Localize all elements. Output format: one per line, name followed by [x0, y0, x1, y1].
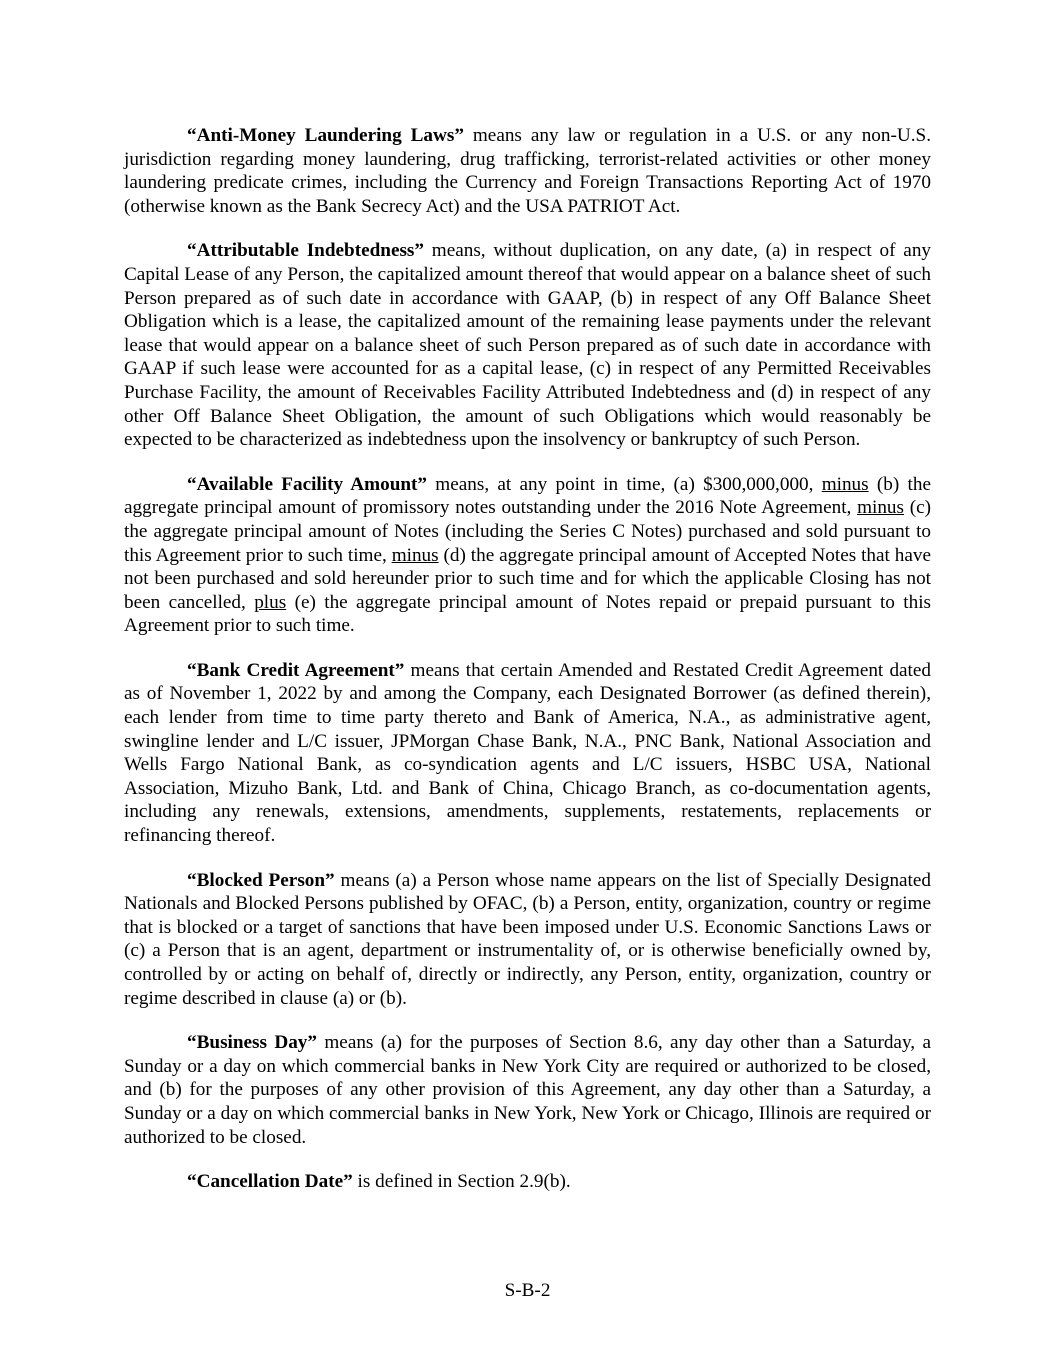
definition-text: means any law or regulation in a U.S. or any non-U.S. jurisdiction regarding money laundering, drug trafficking, terrorist-related activities or other money laundering predicate crimes, including the Currency and Foreign Transactions Reporting Act of 1970 (otherwise known as the Bank Secrecy Act) and the USA PATRIOT Act. — [124, 125, 931, 217]
definition-cancellation-date — [124, 1170, 931, 1194]
defined-term: “Business Day” — [187, 1032, 317, 1054]
page-number: S-B-2 — [504, 1280, 551, 1301]
defined-term: “Available Facility Amount” — [187, 473, 428, 495]
definition-blocked-person — [124, 869, 931, 1011]
defined-term: “Anti-Money Laundering Laws” — [187, 125, 464, 146]
underlined-operator: minus — [391, 544, 439, 566]
definition-text: is defined in Section 2.9(b). — [352, 1171, 571, 1193]
definition-text: means (a) for the purposes of Section 8.6, any day other than a Saturday, a Sunday or a day on which commercial banks in New York City are required or authorized to be closed, and (b) for the purposes of any other provision of this Agreement, any day other than a Saturday, a Sunday or a day on which commercial banks in New York, New York or Chicago, Illinois are required or authorized to be closed. — [124, 1032, 931, 1148]
underlined-operator: plus — [254, 591, 287, 613]
definition-text: means (a) a Person whose name appears on the list of Specially Designated Nationals and Blocked Persons published by OFAC, (b) a Person, entity, organization, country or regime that is blocked or a target of sanctions that have been imposed under U.S. Economic Sanctions Laws or (c) a Person that is an agent, department or instrumentality of, or is otherwise beneficially owned by, controlled by or acting on behalf of, directly or indirectly, any Person, entity, organization, country or regime described in clause (a) or (b). — [124, 869, 931, 1009]
definition-attributable-indebtedness — [124, 239, 931, 451]
underlined-operator: minus — [857, 497, 904, 519]
definition-text: (c) the aggregate principal amount of Notes (including the Series C Notes) purchased and sold pursuant to this Agreement prior to such time, — [124, 497, 931, 566]
definition-business-day — [124, 1031, 931, 1149]
definition-text: means, without duplication, on any date, (a) in respect of any Capital Lease of any Person, the capitalized amount thereof that would appear on a balance sheet of such Person prepared as of such date in accordance with GAAP, (b) in respect of any Off Balance Sheet Obligation which is a lease, the capitalized amount of the remaining lease payments under the relevant lease that would appear on a balance sheet of such Person prepared as of such date in accordance with GAAP if such lease were accounted for as a capital lease, (c) in respect of any Permitted Receivables Purchase Facility, the amount of Receivables Facility Attributed Indebtedness and (d) in respect of any other Off Balance Sheet Obligation, the amount of such Obligations which would reasonably be expected to be characterized as indebtedness upon the insolvency or bankruptcy of such Person. — [124, 240, 932, 451]
definition-available-facility-amount — [124, 473, 931, 638]
definition-text: (d) the aggregate principal amount of Accepted Notes that have not been purchased and sold hereunder prior to such time and for which the applicable Closing has not been cancelled, — [124, 544, 931, 613]
definition-text: means, at any point in time, (a) $300,000,000, — [427, 473, 822, 495]
defined-term: “Bank Credit Agreement” — [187, 659, 405, 681]
definition-anti-money-laundering-laws — [124, 124, 931, 218]
definition-bank-credit-agreement — [124, 659, 931, 848]
definition-text: means that certain Amended and Restated Credit Agreement dated as of November 1, 2022 by and among the Company, each Designated Borrower (as defined therein), each lender from time to time party thereto and Bank of America, N.A., as administrative agent, swingline lender and L/C issuer, JPMorgan Chase Bank, N.A., PNC Bank, National Association and Wells Fargo National Bank, as co-syndication agents and L/C issuers, HSBC USA, National Association, Mizuho Bank, Ltd. and Bank of China, Chicago Branch, as co-documentation agents, including any renewals, extensions, amendments, supplements, restatements, replacements or refinancing thereof. — [124, 659, 931, 847]
document-body — [124, 124, 931, 1215]
definition-text: (b) the aggregate principal amount of promissory notes outstanding under the 2016 Note Agreement, — [124, 473, 931, 519]
definition-text: (e) the aggregate principal amount of Notes repaid or prepaid pursuant to this Agreement prior to such time. — [124, 591, 931, 637]
defined-term: “Blocked Person” — [187, 869, 335, 891]
defined-term: “Attributable Indebtedness” — [187, 240, 424, 262]
defined-term: “Cancellation Date” — [187, 1171, 353, 1193]
underlined-operator: minus — [821, 473, 869, 495]
